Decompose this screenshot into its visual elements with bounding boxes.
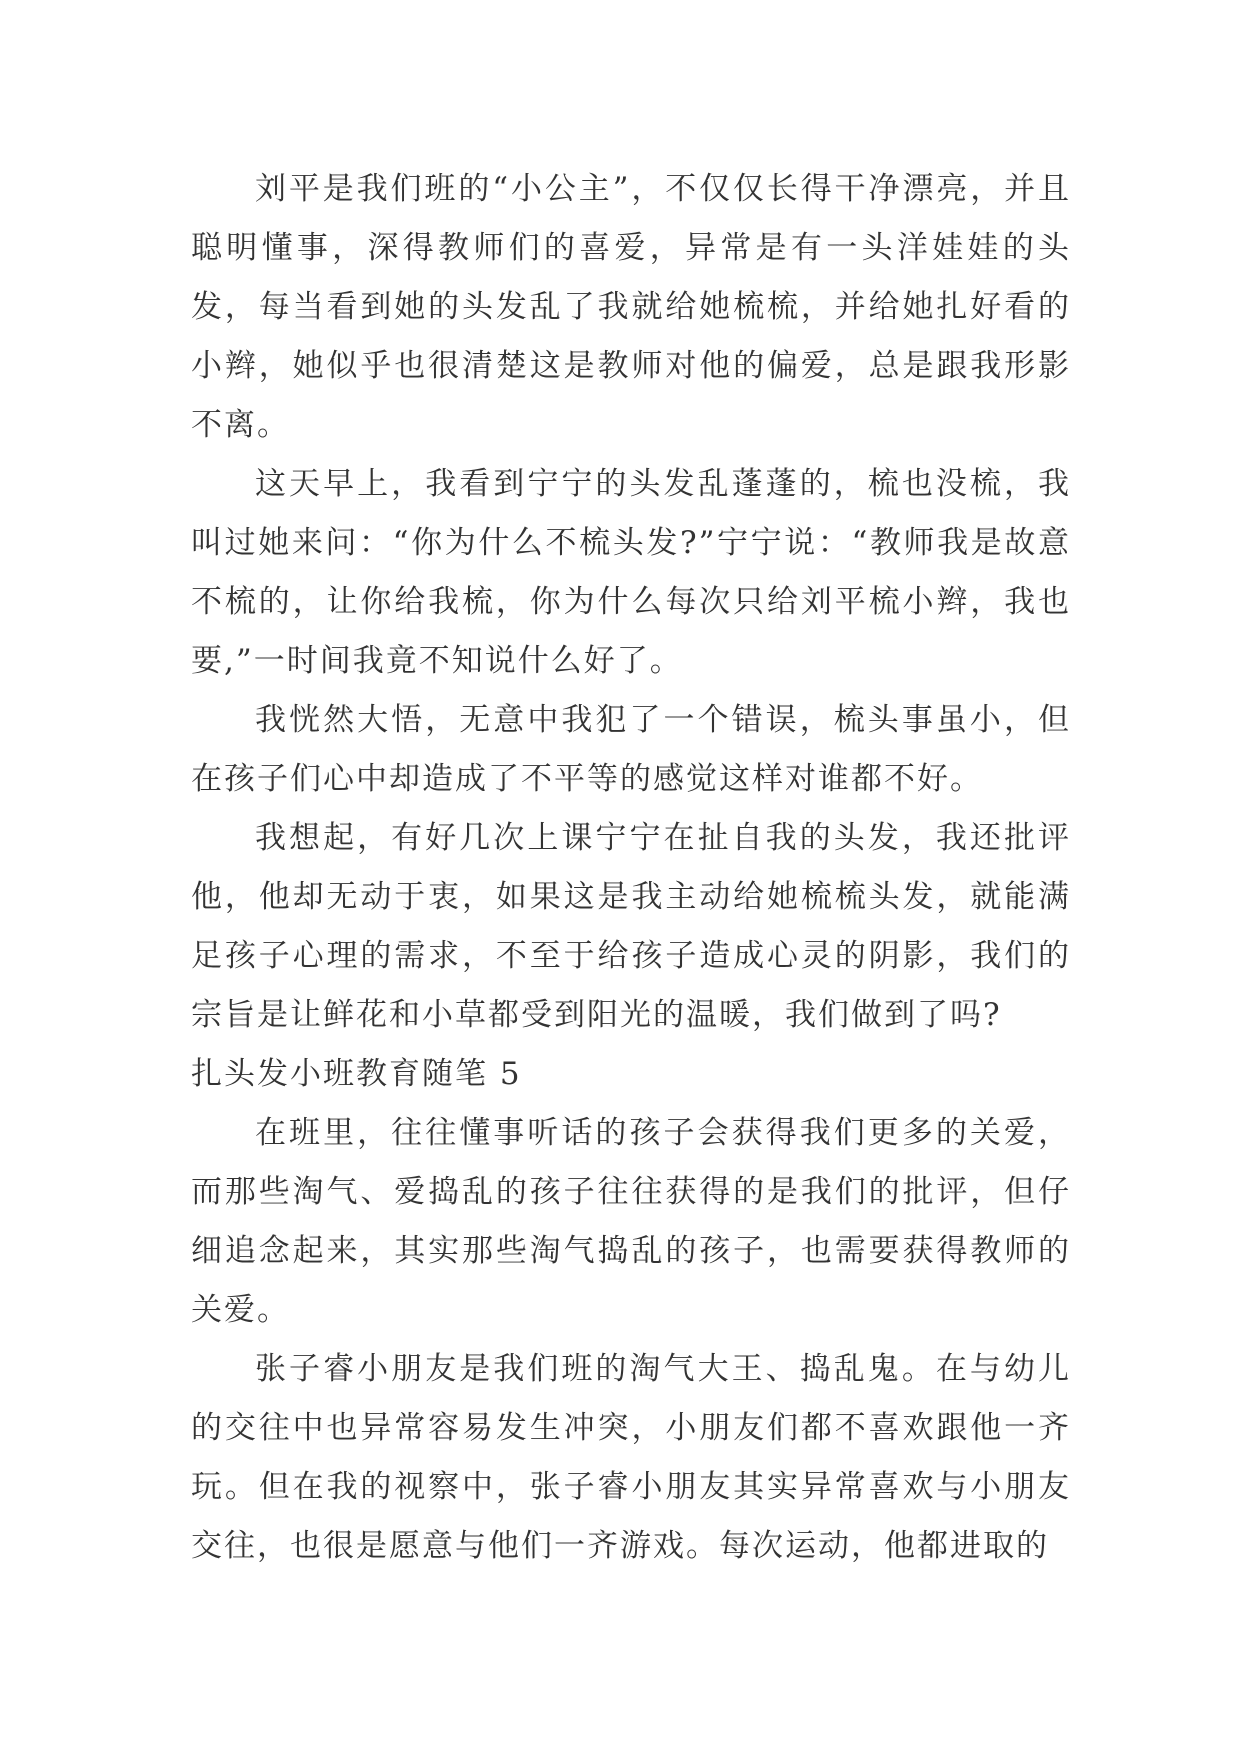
paragraph-ningning: 这天早上，我看到宁宁的头发乱蓬蓬的，梳也没梳，我叫过她来问：“你为什么不梳头发?”宁宁说：“教师我是故意不梳的，让你给我梳，你为什么每次只给刘平梳小辫，我也要,”一时间我竟不知说什么好了。 [191, 466, 1071, 679]
section-title: 扎头发小班教育随笔 5 [191, 1056, 522, 1092]
paragraph-reflection: 我想起，有好几次上课宁宁在扯自我的头发，我还批评他，他却无动于衷，如果这是我主动给她梳梳头发，就能满足孩子心理的需求，不至于给孩子造成心灵的阴影，我们的宗旨是让鲜花和小草都受到阳光的温暖，我们做到了吗? [191, 820, 1071, 1033]
paragraph-realization: 我恍然大悟，无意中我犯了一个错误，梳头事虽小，但在孩子们心中却造成了不平等的感觉这样对谁都不好。 [191, 702, 1071, 797]
paragraph-zhangzirui: 张子睿小朋友是我们班的淘气大王、捣乱鬼。在与幼儿的交往中也异常容易发生冲突，小朋友们都不喜欢跟他一齐玩。但在我的视察中，张子睿小朋友其实异常喜欢与小朋友交往，也很是愿意与他们一齐游戏。每次运动，他都进取的 [191, 1351, 1071, 1564]
document-body [191, 160, 1071, 1576]
paragraph-classroom: 在班里，往往懂事听话的孩子会获得我们更多的关爱，而那些淘气、爱捣乱的孩子往往获得的是我们的批评，但仔细追念起来，其实那些淘气捣乱的孩子，也需要获得教师的关爱。 [191, 1115, 1071, 1328]
paragraph-liuping: 刘平是我们班的“小公主”，不仅仅长得干净漂亮，并且聪明懂事，深得教师们的喜爱，异常是有一头洋娃娃的头发，每当看到她的头发乱了我就给她梳梳，并给她扎好看的小辫，她似乎也很清楚这是教师对他的偏爱，总是跟我形影不离。 [191, 171, 1071, 443]
